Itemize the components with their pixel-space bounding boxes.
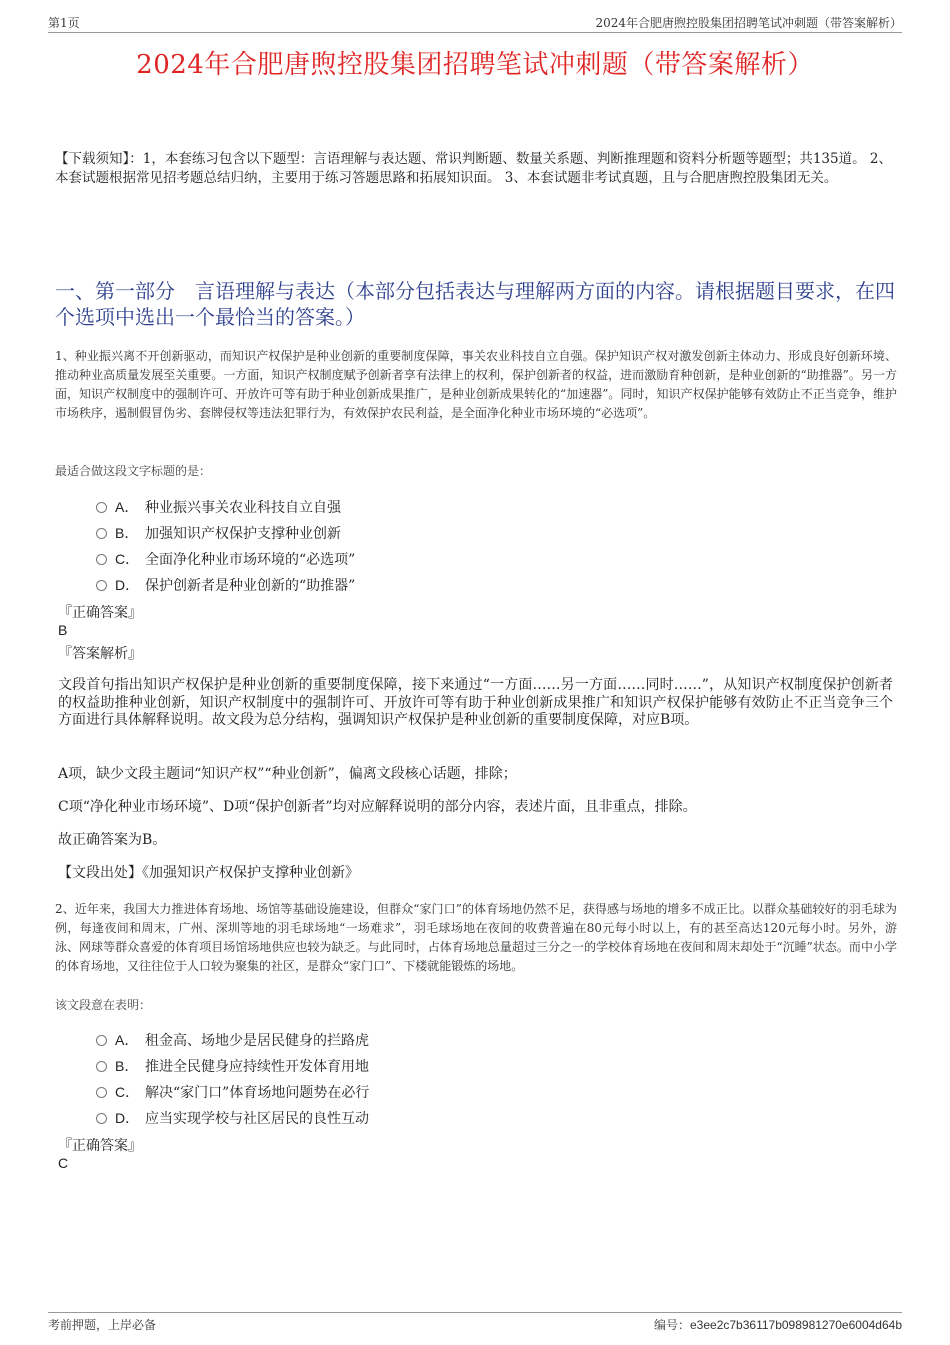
radio-icon[interactable] — [96, 528, 107, 539]
question-1-source: 【文段出处】《加强知识产权保护支撑种业创新》 — [58, 865, 359, 881]
question-1-text: 1、种业振兴离不开创新驱动，而知识产权保护是种业创新的重要制度保障，事关农业科技自立自强。保护知识产权对激发创新主体动力、形成良好创新环境、推动种业高质量发展至关重要。一方面，知识产权制度赋予创新者享有法律上的权利，保护创新者的权益，进而激励育种创新，是种业创新的“助推器”。另一方面，知识产权制度中的强制许可、开放许可等有助于种业创新成果推广，是种业创新成果转化的“加速器”。同时，知识产权保护能够有效防止不正当竞争，维护市场秩序，遏制假冒伪劣、套牌侵权等违法犯罪行为，有效保护农民利益，是全面净化种业市场环境的“必选项”。 — [55, 349, 897, 420]
question-1-analysis-p1: 文段首句指出知识产权保护是种业创新的重要制度保障，接下来通过“一方面……另一方面……同时……”，从知识产权制度保护创新者的权益助推种业创新，知识产权制度中的强制许可、开放许可等有助于种业创新成果推广和知识产权保护能够有效防止不正当竞争三个方面进行具体解释说明。故文段为总分结构，强调知识产权保护是种业创新的重要制度保障，对应B项。 — [58, 677, 893, 728]
question-1-analysis-p4: 故正确答案为B。 — [58, 832, 167, 848]
radio-icon[interactable] — [96, 1061, 107, 1072]
footer-id: 编号：e3ee2c7b36117b098981270e6004d64b — [653, 1318, 902, 1332]
radio-icon[interactable] — [96, 554, 107, 565]
page-number: 第1页 — [48, 16, 80, 30]
question-2-option-b[interactable]: B． 推进全民健身应持续性开发体育用地 — [96, 1056, 369, 1076]
question-2-prompt: 该文段意在表明： — [55, 998, 152, 1012]
question-1-option-b[interactable]: B． 加强知识产权保护支撑种业创新 — [96, 523, 341, 543]
question-2-answer: C — [58, 1155, 69, 1171]
question-2-text: 2、近年来，我国大力推进体育场地、场馆等基础设施建设，但群众“家门口”的体育场地仍然不足，获得感与场地的增多不成正比。以群众基础较好的羽毛球为例，每逢夜间和周末，广州、深圳等地的羽毛球场地“一场难求”，羽毛球场地在夜间的收费普遍在80元每小时以上，有的甚至高达120元每小时。另外，游泳、网球等群众喜爱的体育项目场馆场地供应也较为缺乏。与此同时，占体育场地总量超过三分之一的学校体育场地在夜间和周末却处于“沉睡”状态。而中小学的体育场地，又往往位于人口较为聚集的社区，是群众“家门口”、下楼就能锻炼的场地。 — [55, 902, 897, 973]
question-1-option-d[interactable]: D． 保护创新者是种业创新的“助推器” — [96, 575, 355, 595]
radio-icon[interactable] — [96, 1087, 107, 1098]
question-1-answer-label: 『正确答案』 — [58, 605, 142, 621]
question-1-analysis-p2: A项，缺少文段主题词“知识产权”“种业创新”，偏离文段核心话题，排除； — [58, 766, 517, 782]
download-notice: 【下载须知】：1，本套练习包含以下题型：言语理解与表达题、常识判断题、数量关系题、判断推理题和资料分析题等题型；共135道。 2、本套试题根据常见招考题总结归纳，主要用于练习答题思路和拓展知识面。 3、本套试题非考试真题，且与合肥唐煦控股集团无关。 — [55, 151, 892, 186]
page-header — [48, 14, 902, 33]
question-1-answer: B — [58, 622, 68, 638]
footer-slogan: 考前押题，上岸必备 — [48, 1318, 157, 1332]
question-1-option-a[interactable]: A． 种业振兴事关农业科技自立自强 — [96, 497, 341, 517]
question-2-answer-label: 『正确答案』 — [58, 1138, 142, 1154]
question-2-option-a[interactable]: A． 租金高、场地少是居民健身的拦路虎 — [96, 1030, 369, 1050]
page-title: 2024年合肥唐煦控股集团招聘笔试冲刺题（带答案解析） — [136, 50, 814, 80]
radio-icon[interactable] — [96, 1113, 107, 1124]
section-title: 一、第一部分 言语理解与表达（本部分包括表达与理解两方面的内容。请根据题目要求，在四个选项中选出一个最恰当的答案。） — [55, 279, 895, 329]
page-footer — [48, 1312, 902, 1335]
question-2-option-c[interactable]: C． 解决“家门口”体育场地问题势在必行 — [96, 1082, 369, 1102]
question-1-prompt: 最适合做这段文字标题的是： — [55, 464, 212, 478]
question-2-option-d[interactable]: D． 应当实现学校与社区居民的良性互动 — [96, 1108, 369, 1128]
question-1-analysis-p3: C项“净化种业市场环境”、D项“保护创新者”均对应解释说明的部分内容，表述片面，且非重点，排除。 — [58, 799, 697, 815]
radio-icon[interactable] — [96, 1035, 107, 1046]
footer-id-code: e3ee2c7b36117b098981270e6004d64b — [690, 1318, 902, 1332]
header-doc-title: 2024年合肥唐煦控股集团招聘笔试冲刺题（带答案解析） — [595, 16, 902, 30]
question-1-analysis-label: 『答案解析』 — [58, 646, 142, 662]
question-1-option-c[interactable]: C． 全面净化种业市场环境的“必选项” — [96, 549, 355, 569]
radio-icon[interactable] — [96, 502, 107, 513]
radio-icon[interactable] — [96, 580, 107, 591]
